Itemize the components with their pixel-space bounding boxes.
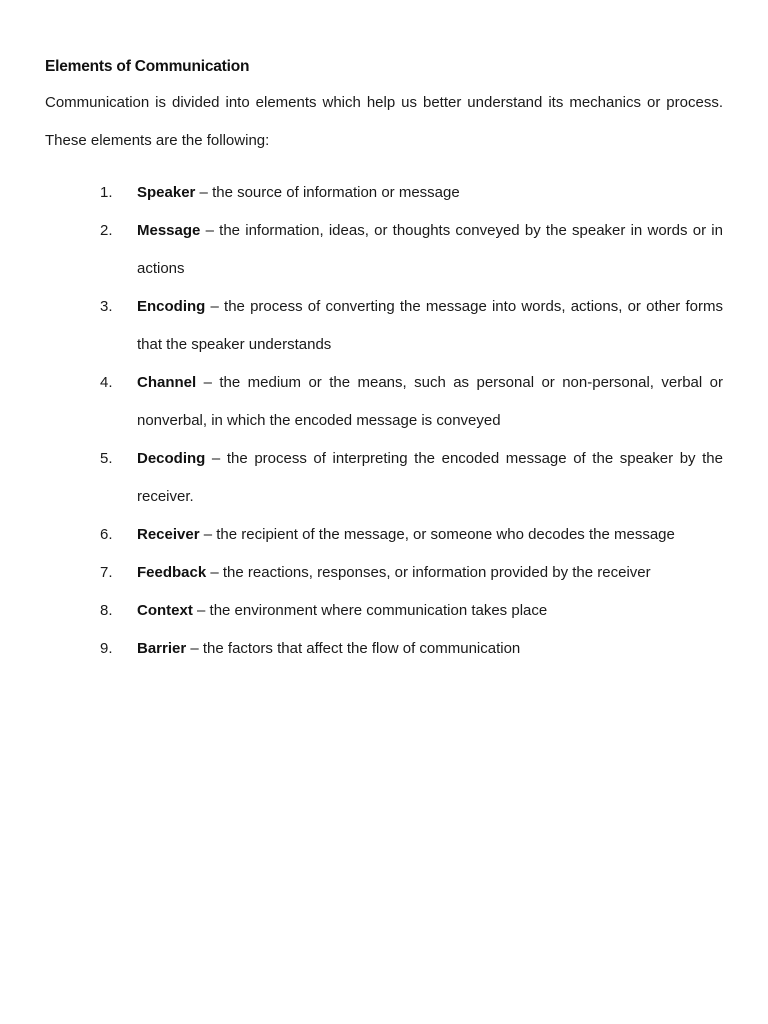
list-item <box>0 364 723 440</box>
list-item <box>0 592 723 630</box>
list-item-separator: – <box>206 564 223 581</box>
intro-paragraph: Communication is divided into elements which help us better understand its mechanics or process. These elements are the following: <box>45 94 723 149</box>
list-item-definition: the environment where communication takes place <box>209 602 548 619</box>
list-item <box>0 554 723 592</box>
list-item-number: 6. <box>100 526 113 543</box>
list-item-number: 1. <box>100 184 113 201</box>
list-item-definition: the information, ideas, or thoughts conveyed by the speaker in words or in actions <box>137 222 723 277</box>
list-item-term: Barrier <box>137 640 187 657</box>
list-item-number: 7. <box>100 564 113 581</box>
page-title: Elements of Communication <box>45 58 250 75</box>
list-item <box>0 516 723 554</box>
list-item-term: Decoding <box>137 450 206 467</box>
list-item-number: 3. <box>100 298 113 315</box>
list-item <box>0 630 723 668</box>
list-item <box>0 440 723 516</box>
list-item-term: Encoding <box>137 298 206 315</box>
list-item <box>0 174 723 212</box>
list-item-definition: the process of converting the message into words, actions, or other forms that the speaker understands <box>137 298 723 353</box>
list-item-separator: – <box>196 374 220 391</box>
list-item-separator: – <box>205 450 227 467</box>
list-item-separator: – <box>195 184 213 201</box>
list-item-number: 8. <box>100 602 113 619</box>
list-item-separator: – <box>186 640 203 657</box>
list-item-term: Context <box>137 602 193 619</box>
list-item-number: 9. <box>100 640 113 657</box>
list-item-definition: the reactions, responses, or information provided by the receiver <box>222 564 651 581</box>
list-item-definition: the process of interpreting the encoded message of the speaker by the receiver. <box>137 450 723 505</box>
list-item-definition: the factors that affect the flow of communication <box>202 640 521 657</box>
list-item-term: Speaker <box>137 184 196 201</box>
list-item-separator: – <box>205 298 225 315</box>
list-item-separator: – <box>199 526 217 543</box>
list-item-separator: – <box>200 222 220 239</box>
elements-list <box>0 174 768 668</box>
list-item-term: Message <box>137 222 201 239</box>
list-item <box>0 288 723 364</box>
list-item-number: 2. <box>100 222 113 239</box>
list-item-number: 4. <box>100 374 113 391</box>
list-item-definition: the recipient of the message, or someone who decodes the message <box>216 526 675 543</box>
list-item-term: Feedback <box>137 564 207 581</box>
list-item-definition: the source of information or message <box>212 184 460 201</box>
list-item-definition: the medium or the means, such as personal or non-personal, verbal or nonverbal, in which the encoded message is conveyed <box>137 374 723 429</box>
list-item-number: 5. <box>100 450 113 467</box>
list-item <box>0 212 723 288</box>
list-item-term: Channel <box>137 374 197 391</box>
list-item-term: Receiver <box>137 526 200 543</box>
list-item-separator: – <box>192 602 210 619</box>
